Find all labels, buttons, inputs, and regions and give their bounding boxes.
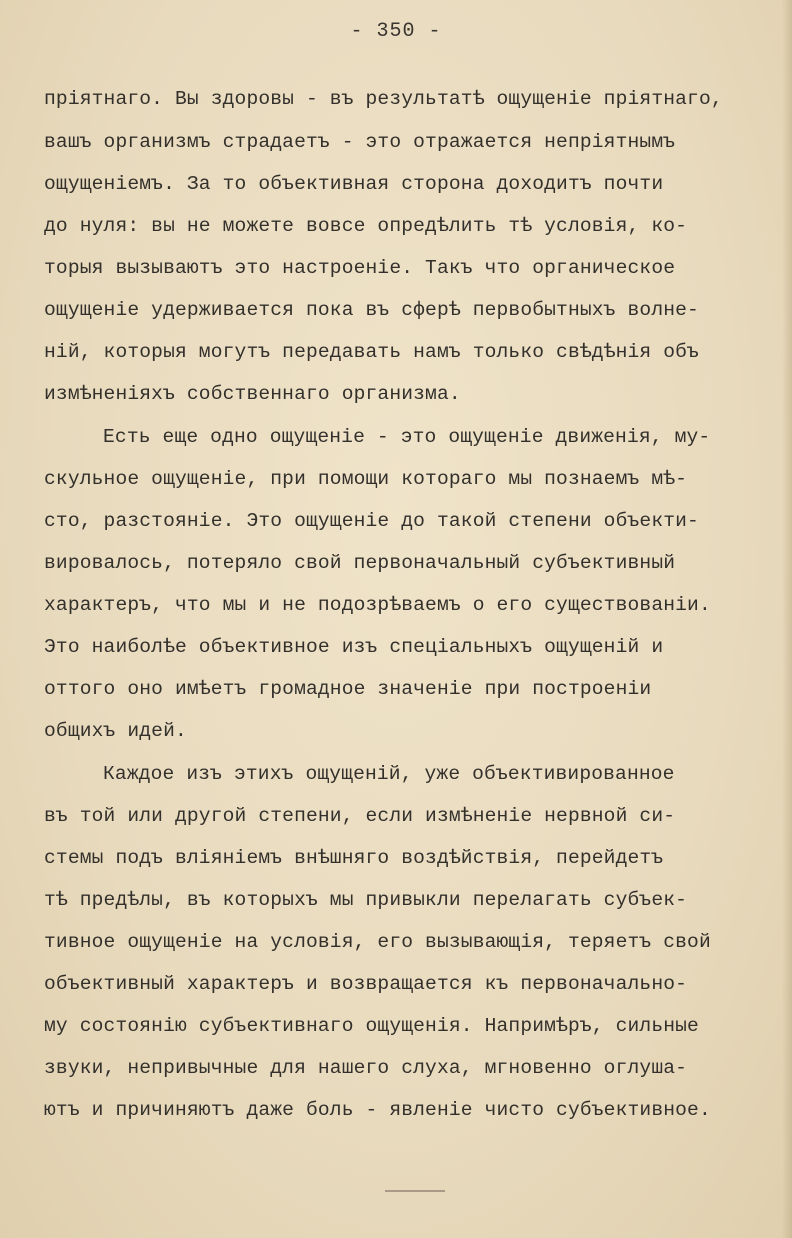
page-number: - 350 - [350, 20, 442, 43]
text-line: въ той или другой степени, если измѣненiе нервной си- [44, 805, 676, 827]
page-divider [385, 1190, 445, 1192]
text-line: вировалось, потеряло свой первоначальный субъективный [44, 552, 676, 574]
text-line: характеръ, что мы и не подозрѣваемъ о его существованiи. [44, 594, 711, 616]
text-line: скульное ощущенiе, при помощи котораго мы познаемъ мѣ- [44, 468, 688, 490]
text-line: тѣ предѣлы, въ которыхъ мы привыкли перелагать субъек- [44, 889, 688, 911]
text-line: прiятнаго. Вы здоровы - въ результатѣ ощущенiе прiятнаго, [44, 88, 723, 110]
text-line: Есть еще одно ощущенiе - это ощущенiе движенiя, му- [103, 426, 711, 448]
text-line: ютъ и причиняютъ даже боль - явленiе чисто субъективное. [44, 1099, 711, 1121]
text-line: Каждое изъ этихъ ощущенiй, уже объективированное [103, 763, 675, 785]
text-line: оттого оно имѣетъ громадное значенiе при построенiи [44, 678, 652, 700]
text-line: общихъ идей. [44, 720, 187, 742]
text-line: нiй, которыя могутъ передавать намъ только свѣдѣнiя объ [44, 341, 699, 363]
text-line: сто, разстоянiе. Это ощущенiе до такой степени объекти- [44, 510, 699, 532]
text-line: до нуля: вы не можете вовсе опредѣлить тѣ условiя, ко- [44, 215, 688, 237]
text-line: Это наиболѣе объективное изъ спецiальныхъ ощущенiй и [44, 636, 664, 658]
text-line: ощущенiемъ. За то объективная сторона доходитъ почти [44, 173, 664, 195]
text-line: измѣненiяхъ собственнаго организма. [44, 383, 461, 405]
text-line: стемы подъ влiянiемъ внѣшняго воздѣйствiя, перейдетъ [44, 847, 664, 869]
text-line: торыя вызываютъ это настроенiе. Такъ что органическое [44, 257, 676, 279]
text-line: тивное ощущенiе на условiя, его вызывающiя, теряетъ свой [44, 931, 711, 953]
text-line: звуки, непривычные для нашего слуха, мгновенно оглуша- [44, 1057, 688, 1079]
text-line: ощущенiе удерживается пока въ сферѣ первобытныхъ волне- [44, 299, 699, 321]
text-line: объективный характеръ и возвращается къ первоначально- [44, 973, 688, 995]
text-line: му состоянiю субъективнаго ощущенiя. Напримѣръ, сильные [44, 1015, 699, 1037]
text-line: вашъ организмъ страдаетъ - это отражается непрiятнымъ [44, 131, 676, 153]
